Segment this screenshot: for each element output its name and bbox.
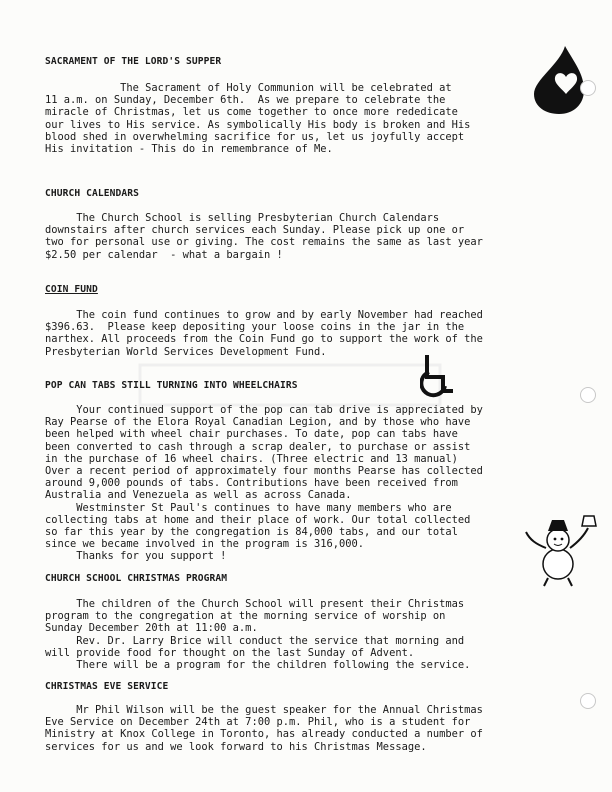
heading-pop-can-tabs: POP CAN TABS STILL TURNING INTO WHEELCHAIRS <box>45 380 298 391</box>
snowman-bell-icon <box>522 510 600 590</box>
heading-coin-fund: COIN FUND <box>45 284 98 295</box>
paragraph-church-calendars: The Church School is selling Presbyterian Church Calendars downstairs after church services each Sunday. Please pick up one or two for personal use or giving. The cost remains the same as last year $2.50 per calendar - what a bargain ! <box>45 212 483 261</box>
wheelchair-icon <box>420 354 456 400</box>
heart-drop-icon <box>530 44 588 116</box>
paragraph-pop-can-tabs: Your continued support of the pop can tab drive is appreciated by Ray Pearse of the Elora Royal Canadian Legion, and by those who have been helped with wheel chair purchases. To date, pop can tabs have been converted to cash through a scrap dealer, to purchase or assist in the purchase of 16 wheel chairs. (Three electric and 13 manual) Over a recent period of approximately four months Pearse has collected around 9,000 pounds of tabs. Contributions have been received from Australia and Venezuela as well as across Canada. Westminster St Paul's continues to have many members who are collecting tabs at home and their place of work. Our total collected so far this year by the congregation is 84,000 tabs, and our total since we became involved in the program is 316,000. Thanks for you support ! <box>45 404 483 563</box>
paragraph-sacrament: The Sacrament of Holy Communion will be celebrated at 11 a.m. on Sunday, December 6th. As we prepare to celebrate the miracle of Christmas, let us come together to once more rededicate our lives to His service. As symbolically His body is broken and His blood shed in overwhelming sacrifice for us, let us joyfully accept His invitation - This do in remembrance of Me. <box>45 82 471 156</box>
heading-sacrament: SACRAMENT OF THE LORD'S SUPPER <box>45 56 222 67</box>
heading-christmas-eve: CHRISTMAS EVE SERVICE <box>45 681 169 692</box>
paragraph-coin-fund: The coin fund continues to grow and by early November had reached $396.63. Please keep depositing your loose coins in the jar in the narthex. All proceeds from the Coin Fund go to support the work of the Presbyterian World Services Development Fund. <box>45 309 483 358</box>
heading-church-school-program: CHURCH SCHOOL CHRISTMAS PROGRAM <box>45 573 228 584</box>
binder-hole-top <box>580 80 596 96</box>
paragraph-church-school-program: The children of the Church School will present their Christmas program to the congregation at the morning service of worship on Sunday December 20th at 11:00 a.m. Rev. Dr. Larry Brice will conduct the service that morning and will provide food for thought on the last Sunday of Advent. There will be a program for the children following the service. <box>45 598 471 672</box>
paragraph-christmas-eve: Mr Phil Wilson will be the guest speaker for the Annual Christmas Eve Service on December 24th at 7:00 p.m. Phil, who is a student for Ministry at Knox College in Toronto, has already conducted a number of services for us and we look forward to his Christmas Message. <box>45 704 483 753</box>
heading-church-calendars: CHURCH CALENDARS <box>45 188 140 199</box>
binder-hole-bottom <box>580 693 596 709</box>
binder-hole-middle <box>580 387 596 403</box>
